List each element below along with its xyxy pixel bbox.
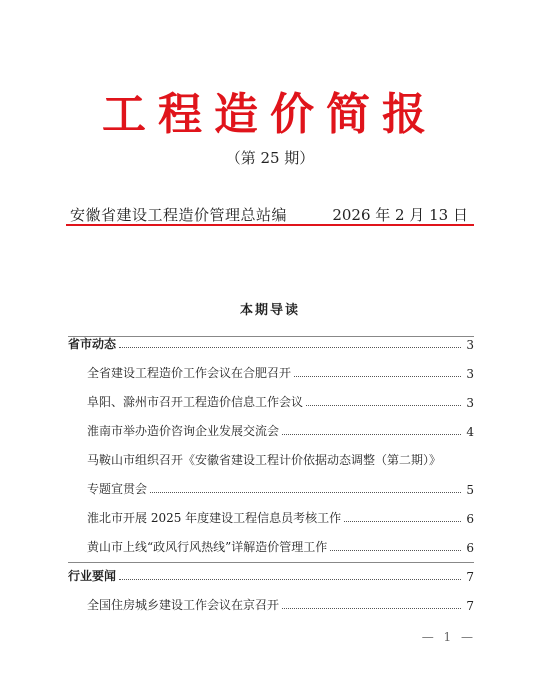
- red-divider: [66, 224, 474, 226]
- toc-entry[interactable]: [68, 419, 474, 439]
- toc-entry-page: 7: [466, 599, 474, 613]
- toc-entry-text: 马鞍山市组织召开《安徽省建设工程计价依据动态调整（第二期）》: [87, 453, 442, 467]
- toc-entry-page: 3: [466, 396, 474, 410]
- toc-entry[interactable]: [68, 477, 474, 497]
- toc-entry[interactable]: [68, 506, 474, 526]
- toc-title: 本期导读: [239, 303, 300, 318]
- publish-date: 2026 年 2 月 13 日: [332, 206, 468, 224]
- toc-leader-dots: [306, 405, 461, 406]
- toc-entry-page: 3: [466, 367, 474, 381]
- page-number: — 1 —: [421, 630, 476, 644]
- toc-leader-dots: [119, 347, 461, 348]
- toc-entry-section[interactable]: [68, 564, 474, 584]
- toc-entry[interactable]: [68, 390, 474, 410]
- toc-entry[interactable]: [68, 593, 474, 613]
- toc-entry-text: 全国住房城乡建设工作会议在京召开: [87, 598, 280, 612]
- toc-leader-dots: [282, 434, 461, 435]
- toc-entry-page: 5: [466, 483, 474, 497]
- toc-entry-page: 4: [466, 425, 474, 439]
- issue-number: （第 25 期）: [225, 149, 315, 167]
- toc-entry-page: 7: [466, 570, 474, 584]
- toc-leader-dots: [330, 550, 461, 551]
- toc-entry-text: 全省建设工程造价工作会议在合肥召开: [87, 366, 292, 380]
- toc-entry-text: 行业要闻: [68, 569, 117, 583]
- toc-entry-section[interactable]: [68, 332, 474, 352]
- toc-leader-dots: [150, 492, 461, 493]
- toc-entry-page: 6: [466, 512, 474, 526]
- toc-leader-dots: [282, 608, 461, 609]
- masthead-title: 工程造价简报: [102, 89, 438, 140]
- toc-entry-page: 3: [466, 338, 474, 352]
- toc-entry[interactable]: [68, 361, 474, 381]
- toc-entry-text: 淮北市开展 2025 年度建设工程信息员考核工作: [87, 511, 342, 525]
- toc-entry[interactable]: [68, 535, 474, 555]
- toc-entry[interactable]: [68, 448, 474, 468]
- toc-entry-text: 省市动态: [68, 337, 117, 351]
- toc-entry-text: 淮南市举办造价咨询企业发展交流会: [87, 424, 280, 438]
- toc-leader-dots: [119, 579, 461, 580]
- editor-line: 安徽省建设工程造价管理总站编: [70, 206, 288, 224]
- toc-entry-text: 阜阳、滁州市召开工程造价信息工作会议: [87, 395, 304, 409]
- toc-entry-text: 专题宣贯会: [87, 482, 148, 496]
- toc-entry-page: 6: [466, 541, 474, 555]
- toc-leader-dots: [294, 376, 461, 377]
- toc-section-rule: [68, 562, 474, 563]
- toc-entry-text: 黄山市上线“政风行风热线”详解造价管理工作: [87, 540, 328, 554]
- toc-leader-dots: [344, 521, 461, 522]
